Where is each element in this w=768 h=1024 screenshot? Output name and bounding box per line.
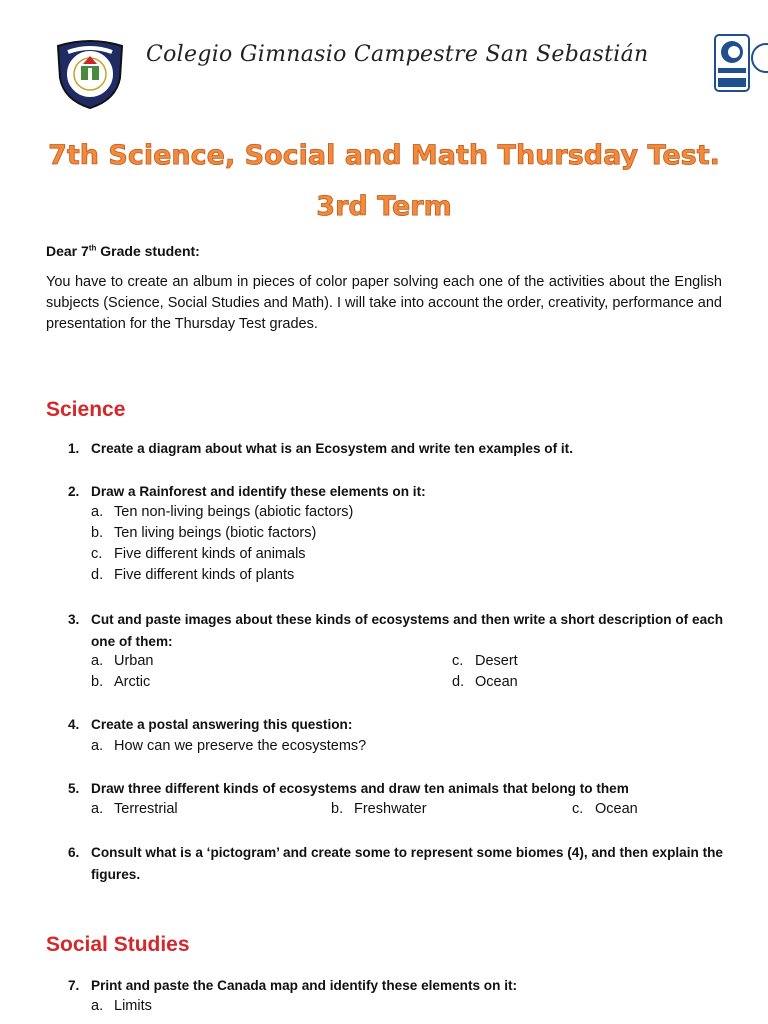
- item-letter: a.: [91, 504, 104, 520]
- list-item: [91, 651, 154, 672]
- list-item: [91, 502, 353, 523]
- item-text: Arctic: [114, 674, 151, 690]
- question-number: 1.: [68, 441, 80, 456]
- greeting-superscript: th: [88, 243, 97, 253]
- question-5: [68, 778, 723, 800]
- item-text: Five different kinds of animals: [114, 546, 306, 562]
- list-item: [572, 799, 638, 820]
- item-letter: b.: [91, 674, 104, 690]
- item-text: How can we preserve the ecosystems?: [114, 738, 367, 754]
- question-text: Create a postal answering this question:: [91, 717, 353, 732]
- item-text: Ocean: [475, 674, 518, 690]
- list-item: [91, 799, 178, 820]
- item-letter: c.: [91, 546, 103, 562]
- question-text: Print and paste the Canada map and identify these elements on it:: [91, 978, 518, 993]
- list-item: [91, 523, 316, 544]
- list-item: [452, 672, 518, 693]
- item-text: Five different kinds of plants: [114, 567, 295, 583]
- question-3: [68, 609, 723, 652]
- question-2: [68, 481, 723, 503]
- item-text: Freshwater: [354, 801, 427, 817]
- question-text: Create a diagram about what is an Ecosystem and write ten examples of it.: [91, 441, 573, 456]
- item-letter: a.: [91, 998, 104, 1014]
- school-name: Colegio Gimnasio Campestre San Sebastián: [146, 42, 649, 67]
- item-text: Ocean: [595, 801, 638, 817]
- list-item: [91, 996, 152, 1017]
- item-letter: c.: [572, 801, 584, 817]
- question-number: 4.: [68, 717, 80, 732]
- greeting-prefix: Dear 7: [46, 243, 89, 259]
- question-number: 2.: [68, 484, 80, 499]
- item-text: Ten living beings (biotic factors): [114, 525, 317, 541]
- list-item: [452, 651, 518, 672]
- school-crest-logo: [50, 38, 130, 110]
- item-letter: b.: [331, 801, 344, 817]
- item-text: Urban: [114, 653, 154, 669]
- question-1: [68, 438, 723, 460]
- question-6: [68, 842, 723, 885]
- question-number: 5.: [68, 781, 80, 796]
- section-heading-science: Science: [46, 398, 126, 421]
- item-letter: a.: [91, 801, 104, 817]
- list-item: [91, 736, 366, 757]
- question-text: Cut and paste images about these kinds of ecosystems and then write a short description of each one of them:: [91, 612, 723, 649]
- list-item: [91, 565, 294, 586]
- list-item: [91, 672, 150, 693]
- greeting-suffix: Grade student:: [96, 243, 200, 259]
- list-item: [91, 544, 306, 565]
- question-7: [68, 975, 723, 997]
- list-item: [331, 799, 427, 820]
- section-heading-social-studies: Social Studies: [46, 933, 190, 956]
- item-letter: d.: [91, 567, 104, 583]
- test-title-line-2: 3rd Term: [316, 191, 452, 222]
- greeting: [46, 243, 200, 259]
- item-letter: d.: [452, 674, 465, 690]
- question-number: 6.: [68, 845, 80, 860]
- question-text: Draw three different kinds of ecosystems and draw ten animals that belong to them: [91, 781, 629, 796]
- item-letter: a.: [91, 653, 104, 669]
- question-text: Consult what is a ‘pictogram’ and create some to represent some biomes (4), and then explain the figures.: [91, 845, 723, 882]
- item-letter: b.: [91, 525, 104, 541]
- intro-paragraph: You have to create an album in pieces of color paper solving each one of the activities about the English subjects (Science, Social Studies and Math). I will take into account the order, creativity, performance and presentation for the Thursday Test grades.: [46, 274, 722, 332]
- question-4: [68, 714, 723, 736]
- question-number: 7.: [68, 978, 80, 993]
- item-text: Desert: [475, 653, 518, 669]
- page-header: [0, 0, 768, 120]
- test-title-line-1: 7th Science, Social and Math Thursday Test.: [48, 140, 720, 171]
- item-letter: a.: [91, 738, 104, 754]
- question-text: Draw a Rainforest and identify these elements on it:: [91, 484, 426, 499]
- item-letter: c.: [452, 653, 464, 669]
- iso-certification-badge: [714, 34, 768, 94]
- item-text: Ten non-living beings (abiotic factors): [114, 504, 354, 520]
- item-text: Limits: [114, 998, 152, 1014]
- question-number: 3.: [68, 612, 80, 627]
- item-text: Terrestrial: [114, 801, 178, 817]
